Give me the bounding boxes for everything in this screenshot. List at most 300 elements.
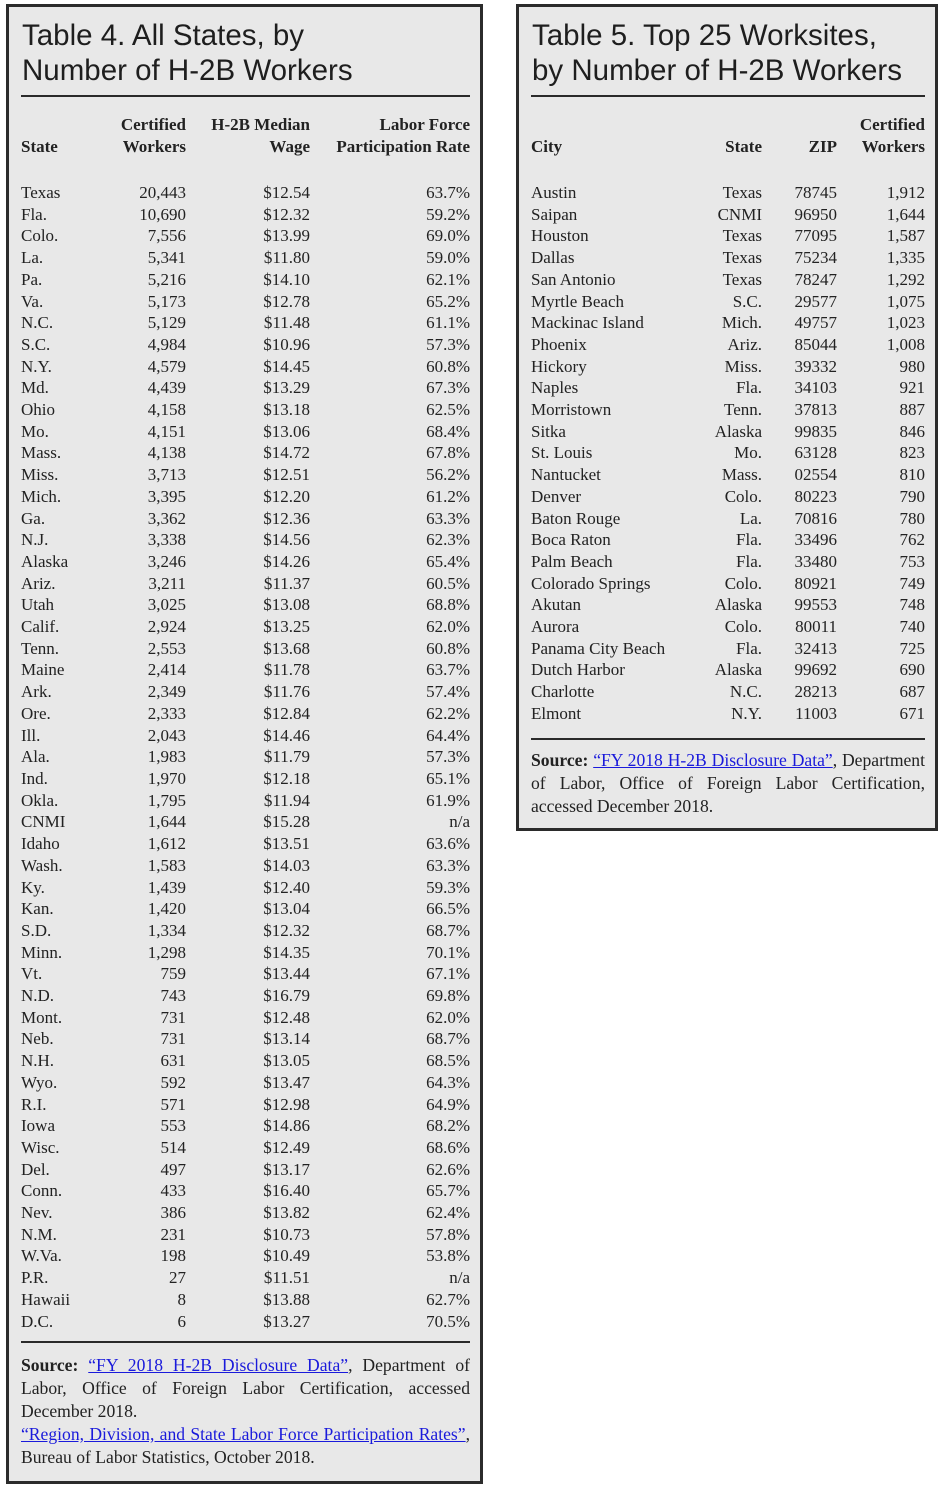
cell-city: Phoenix xyxy=(531,334,587,354)
header-state: State xyxy=(725,136,762,156)
cell-state: Mass. xyxy=(21,443,62,463)
header-certified-workers: Certified Workers xyxy=(120,115,186,156)
table-5-header-row xyxy=(531,114,925,182)
header-lfpr: Labor Force Participation Rate xyxy=(336,115,470,156)
table-row xyxy=(21,334,470,356)
table-row xyxy=(21,877,470,899)
cell-lfpr: n/a xyxy=(449,812,470,832)
cell-median-wage: $13.05 xyxy=(263,1051,310,1071)
cell-median-wage: $13.68 xyxy=(263,638,310,658)
cell-lfpr: 63.7% xyxy=(426,660,470,680)
cell-city: Aurora xyxy=(531,617,580,637)
cell-zip: 49757 xyxy=(794,313,837,333)
cell-city: Naples xyxy=(531,378,579,398)
cell-median-wage: $13.99 xyxy=(263,226,310,246)
cell-certified-workers: 3,246 xyxy=(147,551,186,571)
table-row xyxy=(531,399,925,421)
cell-state: Colo. xyxy=(724,486,762,506)
cell-certified-workers: 3,025 xyxy=(147,595,186,615)
cell-state: N.D. xyxy=(21,986,55,1006)
cell-certified-workers: 386 xyxy=(160,1203,186,1223)
cell-state: Maine xyxy=(21,660,65,680)
table-row xyxy=(21,681,470,703)
cell-median-wage: $13.04 xyxy=(263,899,310,919)
source-text: , Department of Labor, Office of Foreign Labor Certification, accessed December 2018. xyxy=(531,750,925,816)
table-row xyxy=(21,486,470,508)
cell-certified-workers: 671 xyxy=(899,703,925,723)
cell-certified-workers: 2,043 xyxy=(147,725,186,745)
cell-state: Alaska xyxy=(714,660,762,680)
cell-lfpr: 65.1% xyxy=(426,768,470,788)
cell-lfpr: 62.1% xyxy=(426,269,470,289)
cell-lfpr: 68.7% xyxy=(426,920,470,940)
source-label: Source: xyxy=(21,1355,79,1375)
cell-state: Mass. xyxy=(721,465,762,485)
cell-lfpr: 69.0% xyxy=(426,226,470,246)
cell-city: Austin xyxy=(531,183,577,202)
cell-lfpr: 59.3% xyxy=(426,877,470,897)
cell-state: Mo. xyxy=(734,443,762,463)
cell-median-wage: $14.03 xyxy=(263,855,310,875)
cell-state: Del. xyxy=(21,1159,50,1179)
cell-city: Myrtle Beach xyxy=(531,291,624,311)
table-row xyxy=(21,703,470,725)
cell-state: Fla. xyxy=(736,530,762,550)
table-row xyxy=(21,1050,470,1072)
cell-city: Charlotte xyxy=(531,682,595,702)
table-row xyxy=(21,442,470,464)
cell-certified-workers: 1,439 xyxy=(147,877,186,897)
cell-certified-workers: 1,644 xyxy=(886,204,925,224)
cell-state: Ind. xyxy=(21,768,48,788)
table-row xyxy=(21,768,470,790)
table-5 xyxy=(531,114,925,725)
cell-certified-workers: 2,553 xyxy=(147,638,186,658)
cell-lfpr: 68.8% xyxy=(426,595,470,615)
cell-state: Ohio xyxy=(21,400,55,420)
table-row xyxy=(531,377,925,399)
cell-certified-workers: 27 xyxy=(169,1268,186,1288)
cell-state: Ky. xyxy=(21,877,45,897)
cell-lfpr: 64.3% xyxy=(426,1072,470,1092)
cell-median-wage: $13.08 xyxy=(263,595,310,615)
cell-zip: 33480 xyxy=(794,551,837,571)
cell-state: Wash. xyxy=(21,855,63,875)
cell-state: Texas xyxy=(722,248,762,268)
cell-state: Hawaii xyxy=(21,1289,71,1309)
cell-certified-workers: 2,349 xyxy=(147,682,186,702)
cell-lfpr: 63.3% xyxy=(426,508,470,528)
cell-certified-workers: 631 xyxy=(160,1051,186,1071)
cell-lfpr: 62.0% xyxy=(426,617,470,637)
table-row xyxy=(21,377,470,399)
cell-median-wage: $13.88 xyxy=(263,1289,310,1309)
cell-certified-workers: 748 xyxy=(899,595,925,615)
cell-median-wage: $11.94 xyxy=(263,790,310,810)
cell-median-wage: $13.17 xyxy=(263,1159,310,1179)
cell-lfpr: 62.2% xyxy=(426,703,470,723)
cell-median-wage: $11.51 xyxy=(263,1268,310,1288)
table-4-panel xyxy=(6,4,483,1484)
table-row xyxy=(21,182,470,204)
cell-certified-workers: 740 xyxy=(899,617,925,637)
table-row xyxy=(21,508,470,530)
cell-median-wage: $11.79 xyxy=(263,747,310,767)
cell-certified-workers: 5,341 xyxy=(147,248,186,268)
cell-certified-workers: 5,173 xyxy=(147,291,186,311)
cell-certified-workers: 571 xyxy=(160,1094,186,1114)
cell-state: W.Va. xyxy=(21,1246,62,1266)
cell-zip: 99553 xyxy=(794,595,837,615)
cell-median-wage: $13.06 xyxy=(263,421,310,441)
cell-city: Dutch Harbor xyxy=(531,660,625,680)
source-link-bls-lfpr[interactable]: “Region, Division, and State Labor Force Participation Rates” xyxy=(21,1424,466,1444)
cell-lfpr: 62.0% xyxy=(426,1007,470,1027)
cell-lfpr: 70.5% xyxy=(426,1311,470,1331)
cell-state: Fla. xyxy=(736,378,762,398)
cell-certified-workers: 5,129 xyxy=(147,313,186,333)
cell-state: Pa. xyxy=(21,269,43,289)
table-row xyxy=(531,421,925,443)
cell-certified-workers: 759 xyxy=(160,964,186,984)
cell-median-wage: $10.96 xyxy=(263,334,310,354)
cell-median-wage: $12.18 xyxy=(263,768,310,788)
cell-certified-workers: 433 xyxy=(160,1181,186,1201)
cell-lfpr: 63.3% xyxy=(426,855,470,875)
table-row xyxy=(531,334,925,356)
cell-certified-workers: 690 xyxy=(899,660,925,680)
table-row xyxy=(21,1115,470,1137)
cell-lfpr: 68.4% xyxy=(426,421,470,441)
cell-certified-workers: 3,362 xyxy=(147,508,186,528)
table-row xyxy=(531,225,925,247)
cell-lfpr: 67.3% xyxy=(426,378,470,398)
cell-city: San Antonio xyxy=(531,269,616,289)
table-row xyxy=(21,1202,470,1224)
table-row xyxy=(21,963,470,985)
table-row xyxy=(21,1159,470,1181)
table-row xyxy=(21,1267,470,1289)
cell-state: Ariz. xyxy=(21,573,56,593)
cell-median-wage: $10.49 xyxy=(263,1246,310,1266)
cell-state: Idaho xyxy=(21,834,60,854)
cell-zip: 39332 xyxy=(794,356,837,376)
table-row xyxy=(21,204,470,226)
cell-city: Saipan xyxy=(531,204,578,224)
table-row xyxy=(531,269,925,291)
cell-certified-workers: 3,395 xyxy=(147,486,186,506)
cell-lfpr: 57.8% xyxy=(426,1224,470,1244)
cell-lfpr: 61.9% xyxy=(426,790,470,810)
cell-zip: 78745 xyxy=(794,183,837,202)
cell-state: Ariz. xyxy=(727,334,762,354)
cell-certified-workers: 980 xyxy=(899,356,925,376)
table-row xyxy=(531,442,925,464)
cell-city: Colorado Springs xyxy=(531,573,651,593)
header-certified-workers: Certified Workers xyxy=(859,115,925,156)
cell-lfpr: 68.6% xyxy=(426,1137,470,1157)
cell-certified-workers: 1,970 xyxy=(147,768,186,788)
cell-state: D.C. xyxy=(21,1311,54,1331)
table-row xyxy=(21,464,470,486)
cell-certified-workers: 762 xyxy=(899,530,925,550)
cell-certified-workers: 4,579 xyxy=(147,356,186,376)
cell-state: Wisc. xyxy=(21,1137,60,1157)
title-divider xyxy=(531,95,925,97)
cell-city: Palm Beach xyxy=(531,551,613,571)
cell-lfpr: 62.6% xyxy=(426,1159,470,1179)
cell-state: N.Y. xyxy=(731,703,762,723)
table-row xyxy=(531,551,925,573)
cell-median-wage: $14.46 xyxy=(263,725,310,745)
cell-certified-workers: 731 xyxy=(160,1007,186,1027)
cell-city: Boca Raton xyxy=(531,530,611,550)
cell-certified-workers: 497 xyxy=(160,1159,186,1179)
cell-zip: 02554 xyxy=(794,465,837,485)
table-row xyxy=(531,312,925,334)
cell-certified-workers: 753 xyxy=(899,551,925,571)
cell-certified-workers: 1,335 xyxy=(886,248,925,268)
table-row xyxy=(531,508,925,530)
cell-certified-workers: 1,023 xyxy=(886,313,925,333)
cell-state: Fla. xyxy=(21,204,47,224)
cell-lfpr: 63.6% xyxy=(426,834,470,854)
cell-median-wage: $15.28 xyxy=(263,812,310,832)
cell-city: Elmont xyxy=(531,703,582,723)
cell-median-wage: $12.98 xyxy=(263,1094,310,1114)
cell-state: Fla. xyxy=(736,551,762,571)
cell-lfpr: 69.8% xyxy=(426,986,470,1006)
cell-city: Morristown xyxy=(531,400,612,420)
table-row xyxy=(21,1028,470,1050)
table-row xyxy=(21,1007,470,1029)
table-5-panel xyxy=(516,4,938,831)
cell-state: Okla. xyxy=(21,790,59,810)
cell-state: Ala. xyxy=(21,747,50,767)
cell-certified-workers: 887 xyxy=(899,400,925,420)
cell-state: Wyo. xyxy=(21,1072,58,1092)
table-row xyxy=(21,920,470,942)
source-text: , Bureau of Labor Statistics, October 2018. xyxy=(21,1424,470,1467)
cell-certified-workers: 790 xyxy=(899,486,925,506)
table-row xyxy=(531,182,925,204)
cell-median-wage: $13.82 xyxy=(263,1203,310,1223)
cell-lfpr: 67.8% xyxy=(426,443,470,463)
table-row xyxy=(21,399,470,421)
cell-zip: 34103 xyxy=(794,378,837,398)
cell-median-wage: $14.45 xyxy=(263,356,310,376)
cell-zip: 99692 xyxy=(794,660,837,680)
cell-certified-workers: 1,075 xyxy=(886,291,925,311)
cell-median-wage: $10.73 xyxy=(263,1224,310,1244)
table-row xyxy=(21,1311,470,1333)
cell-city: Panama City Beach xyxy=(531,638,666,658)
cell-state: Alaska xyxy=(714,595,762,615)
source-label: Source: xyxy=(531,750,589,770)
table-row xyxy=(21,269,470,291)
table-row xyxy=(531,594,925,616)
cell-lfpr: 60.5% xyxy=(426,573,470,593)
cell-state: S.C. xyxy=(732,291,762,311)
cell-certified-workers: 20,443 xyxy=(139,183,186,202)
table-row xyxy=(531,638,925,660)
cell-certified-workers: 1,612 xyxy=(147,834,186,854)
cell-median-wage: $14.35 xyxy=(263,942,310,962)
table-row xyxy=(21,291,470,313)
table-row xyxy=(21,1180,470,1202)
table-row xyxy=(21,616,470,638)
cell-certified-workers: 4,138 xyxy=(147,443,186,463)
table-row xyxy=(21,833,470,855)
cell-certified-workers: 5,216 xyxy=(147,269,186,289)
table-row xyxy=(21,247,470,269)
cell-median-wage: $12.32 xyxy=(263,204,310,224)
cell-state: Texas xyxy=(722,183,762,202)
cell-state: R.I. xyxy=(21,1094,47,1114)
table-row xyxy=(21,551,470,573)
table-row xyxy=(21,356,470,378)
cell-zip: 78247 xyxy=(794,269,837,289)
cell-lfpr: 68.5% xyxy=(426,1051,470,1071)
cell-median-wage: $13.27 xyxy=(263,1311,310,1331)
cell-lfpr: n/a xyxy=(449,1268,470,1288)
source-link-disclosure-data[interactable]: “FY 2018 H-2B Disclosure Data” xyxy=(593,750,833,770)
cell-city: Sitka xyxy=(531,421,566,441)
cell-state: Fla. xyxy=(736,638,762,658)
source-link-disclosure-data[interactable]: “FY 2018 H-2B Disclosure Data” xyxy=(88,1355,349,1375)
cell-certified-workers: 4,158 xyxy=(147,400,186,420)
cell-median-wage: $16.40 xyxy=(263,1181,310,1201)
cell-certified-workers: 2,924 xyxy=(147,617,186,637)
cell-state: Ark. xyxy=(21,682,52,702)
cell-state: Utah xyxy=(21,595,55,615)
cell-city: Denver xyxy=(531,486,582,506)
cell-lfpr: 59.2% xyxy=(426,204,470,224)
cell-zip: 80011 xyxy=(795,617,837,637)
table-row xyxy=(21,421,470,443)
table-row xyxy=(21,985,470,1007)
table-4 xyxy=(21,114,470,1332)
cell-state: N.J. xyxy=(21,530,49,550)
cell-median-wage: $16.79 xyxy=(263,986,310,1006)
cell-lfpr: 66.5% xyxy=(426,899,470,919)
cell-certified-workers: 731 xyxy=(160,1029,186,1049)
cell-city: Nantucket xyxy=(531,465,601,485)
cell-state: Iowa xyxy=(21,1116,55,1136)
cell-state: Texas xyxy=(21,183,61,202)
cell-median-wage: $13.25 xyxy=(263,617,310,637)
cell-state: Miss. xyxy=(724,356,762,376)
cell-state: N.C. xyxy=(21,313,54,333)
cell-state: Ga. xyxy=(21,508,46,528)
cell-state: Nev. xyxy=(21,1203,53,1223)
cell-state: Minn. xyxy=(21,942,63,962)
table-4-source xyxy=(21,1354,470,1469)
cell-median-wage: $14.72 xyxy=(263,443,310,463)
cell-median-wage: $11.37 xyxy=(263,573,310,593)
cell-state: S.D. xyxy=(21,920,52,940)
cell-zip: 33496 xyxy=(794,530,837,550)
cell-certified-workers: 3,713 xyxy=(147,465,186,485)
cell-certified-workers: 1,583 xyxy=(147,855,186,875)
table-row xyxy=(531,573,925,595)
table-row xyxy=(21,312,470,334)
cell-median-wage: $11.80 xyxy=(263,248,310,268)
cell-certified-workers: 553 xyxy=(160,1116,186,1136)
cell-zip: 75234 xyxy=(794,248,837,268)
cell-median-wage: $13.51 xyxy=(263,834,310,854)
cell-state: Alaska xyxy=(21,551,69,571)
cell-state: Kan. xyxy=(21,899,54,919)
cell-certified-workers: 725 xyxy=(899,638,925,658)
cell-zip: 80921 xyxy=(794,573,837,593)
cell-state: La. xyxy=(21,248,44,268)
cell-certified-workers: 4,439 xyxy=(147,378,186,398)
cell-city: Baton Rouge xyxy=(531,508,621,528)
cell-state: Md. xyxy=(21,378,49,398)
cell-certified-workers: 198 xyxy=(160,1246,186,1266)
cell-zip: 32413 xyxy=(794,638,837,658)
cell-lfpr: 57.4% xyxy=(426,682,470,702)
cell-city: Houston xyxy=(531,226,589,246)
cell-lfpr: 62.3% xyxy=(426,530,470,550)
cell-median-wage: $14.56 xyxy=(263,530,310,550)
cell-zip: 70816 xyxy=(794,508,837,528)
cell-certified-workers: 687 xyxy=(899,682,925,702)
cell-lfpr: 60.8% xyxy=(426,638,470,658)
cell-certified-workers: 1,795 xyxy=(147,790,186,810)
cell-lfpr: 64.9% xyxy=(426,1094,470,1114)
cell-state: Mich. xyxy=(21,486,62,506)
table-row xyxy=(531,529,925,551)
table-row xyxy=(21,659,470,681)
table-row xyxy=(21,1224,470,1246)
table-4-header-row xyxy=(21,114,470,182)
table-5-title: Table 5. Top 25 Worksites, by Number of H-2B Workers xyxy=(532,19,902,87)
cell-lfpr: 53.8% xyxy=(426,1246,470,1266)
cell-state: S.C. xyxy=(21,334,51,354)
cell-certified-workers: 780 xyxy=(899,508,925,528)
cell-lfpr: 63.7% xyxy=(426,183,470,202)
cell-state: La. xyxy=(739,508,762,528)
cell-median-wage: $12.32 xyxy=(263,920,310,940)
cell-state: N.Y. xyxy=(21,356,52,376)
cell-state: Texas xyxy=(722,269,762,289)
cell-median-wage: $12.20 xyxy=(263,486,310,506)
cell-zip: 80223 xyxy=(794,486,837,506)
cell-state: N.M. xyxy=(21,1224,57,1244)
table-row xyxy=(21,855,470,877)
cell-median-wage: $14.86 xyxy=(263,1116,310,1136)
cell-lfpr: 62.4% xyxy=(426,1203,470,1223)
cell-certified-workers: 4,984 xyxy=(147,334,186,354)
cell-median-wage: $11.78 xyxy=(263,660,310,680)
cell-certified-workers: 1,420 xyxy=(147,899,186,919)
cell-city: Hickory xyxy=(531,356,587,376)
cell-zip: 11003 xyxy=(795,703,837,723)
cell-certified-workers: 6 xyxy=(177,1311,186,1331)
cell-lfpr: 60.8% xyxy=(426,356,470,376)
cell-state: Calif. xyxy=(21,617,60,637)
table-row xyxy=(531,204,925,226)
cell-city: St. Louis xyxy=(531,443,593,463)
cell-median-wage: $13.47 xyxy=(263,1072,310,1092)
cell-lfpr: 64.4% xyxy=(426,725,470,745)
cell-zip: 99835 xyxy=(794,421,837,441)
cell-certified-workers: 592 xyxy=(160,1072,186,1092)
table-row xyxy=(531,703,925,725)
cell-median-wage: $12.51 xyxy=(263,465,310,485)
